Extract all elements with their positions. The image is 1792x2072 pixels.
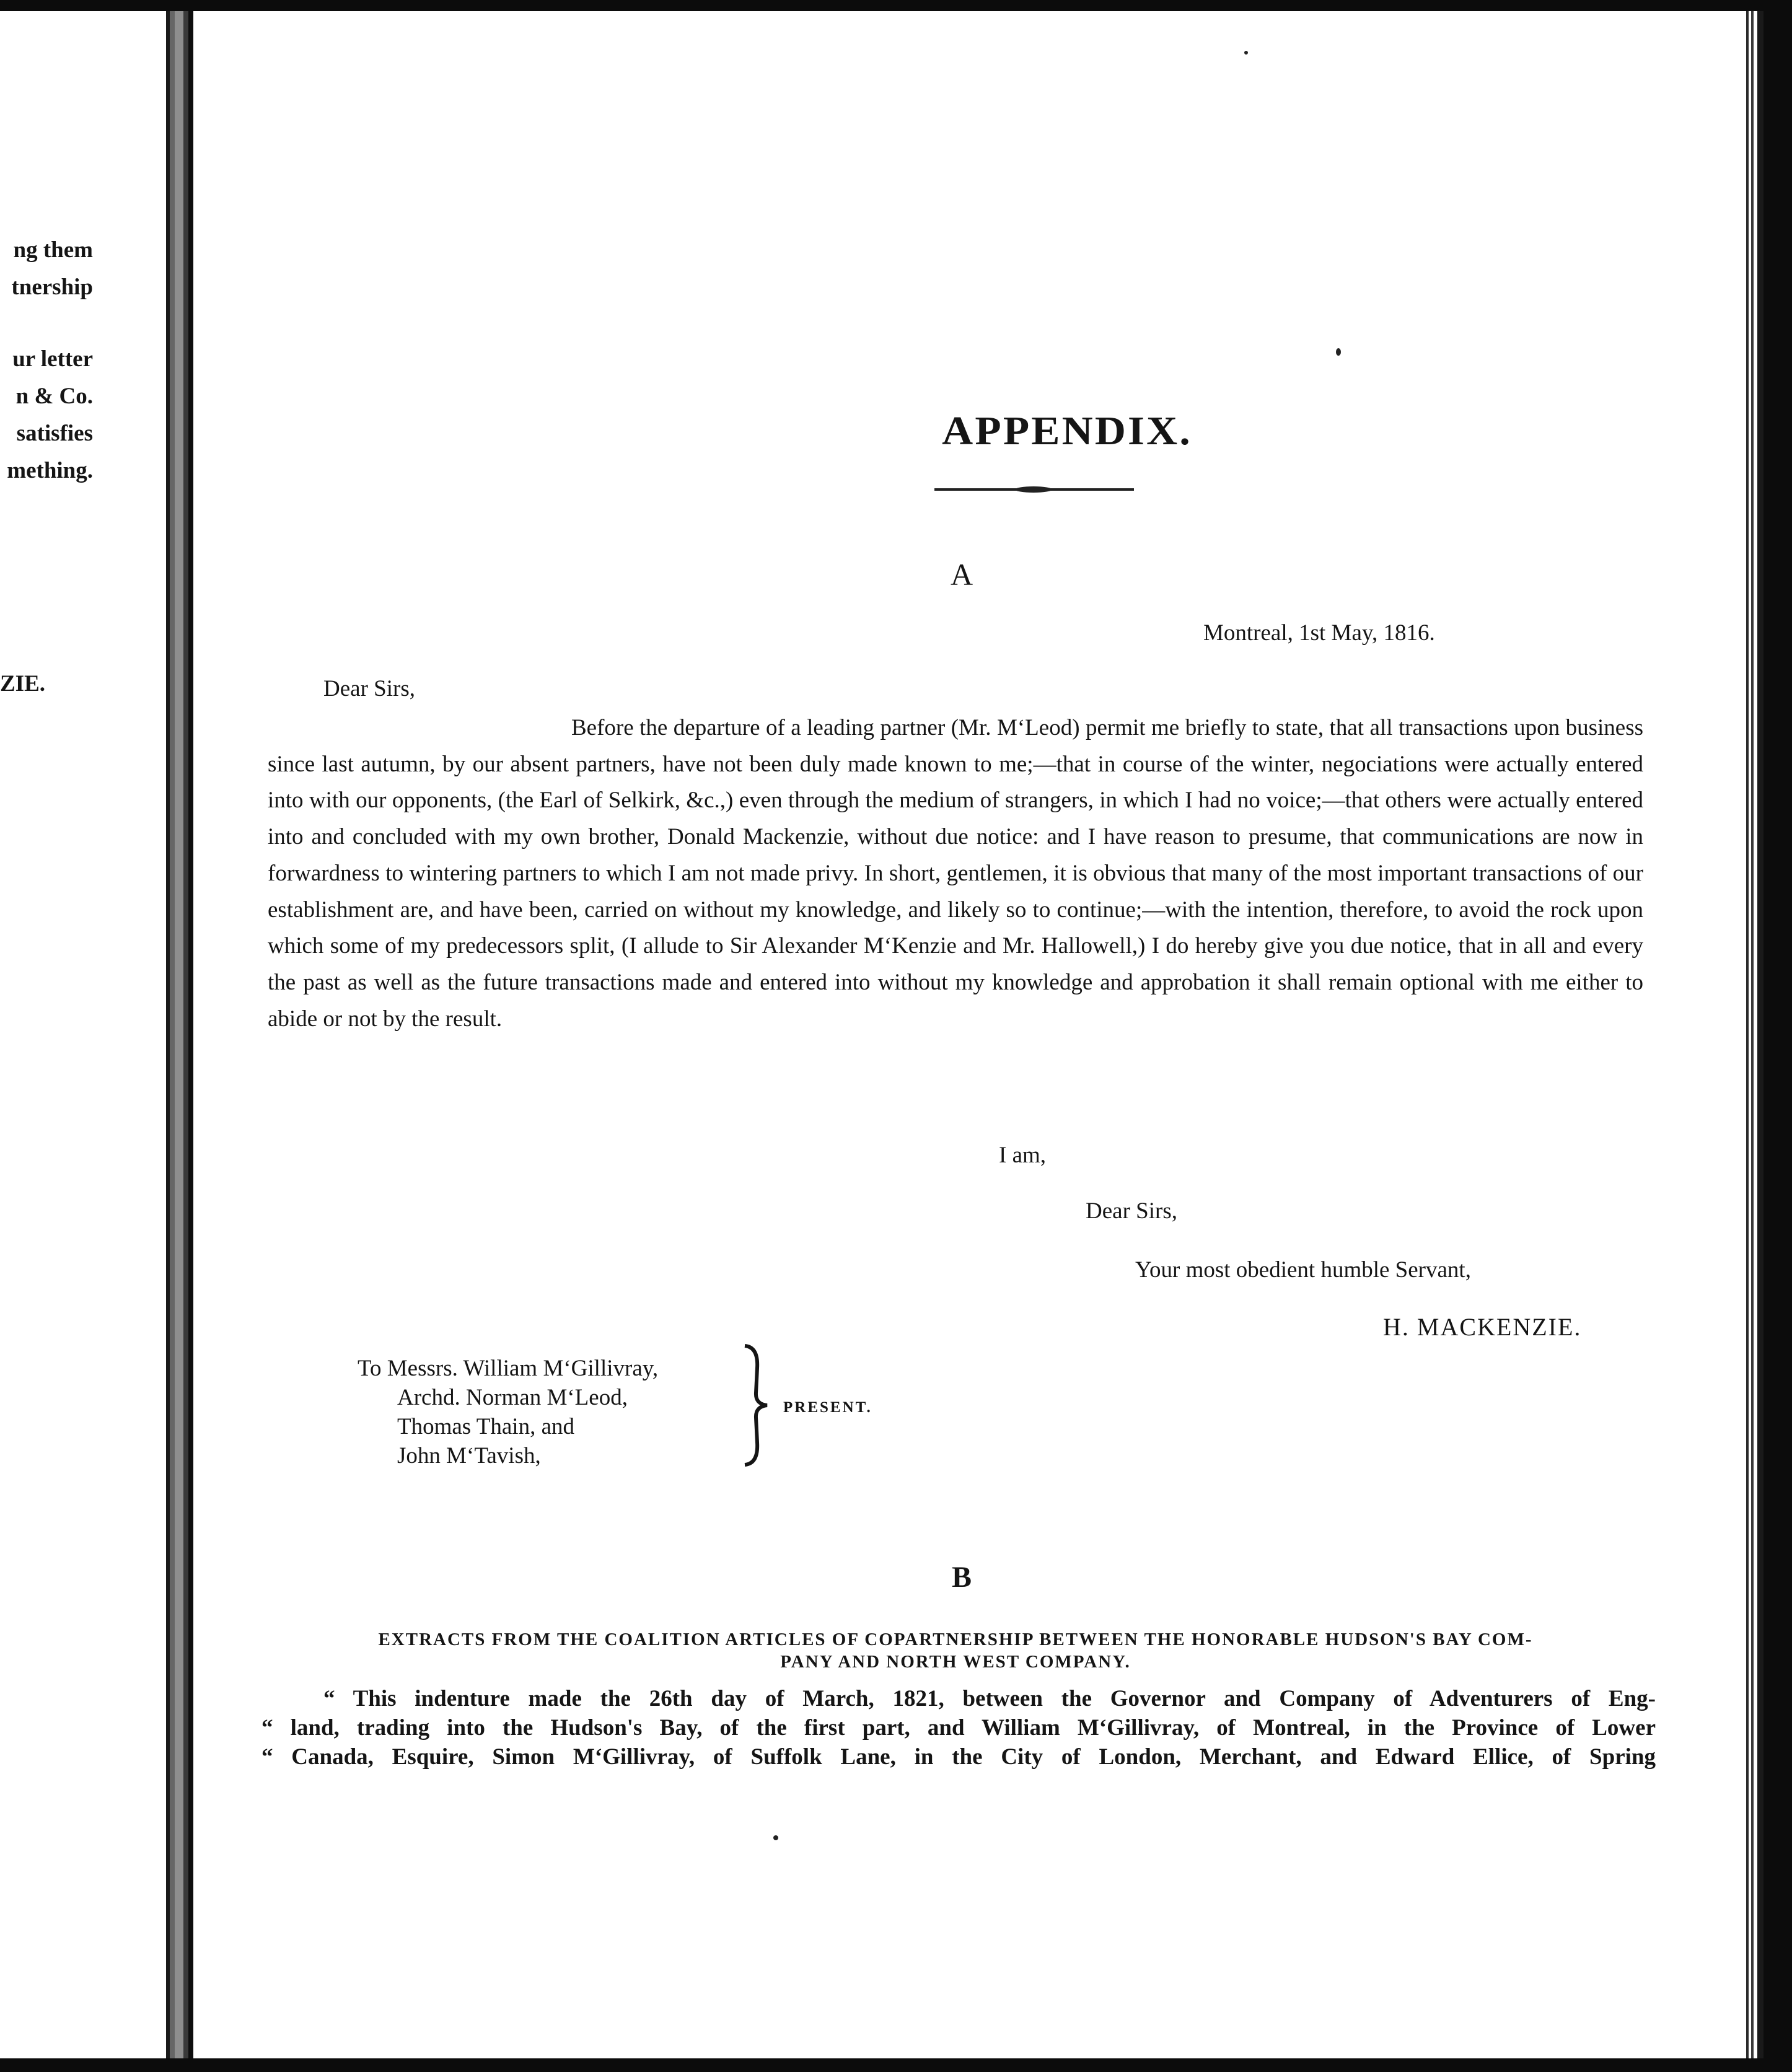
right-brace-icon — [739, 1343, 776, 1467]
addressee-line: John M‘Tavish, — [397, 1443, 541, 1468]
letter-closing-line: Dear Sirs, — [1086, 1198, 1177, 1224]
fragment-line: ZIE. — [0, 671, 46, 696]
extract-heading — [249, 1628, 1662, 1673]
book-gutter — [166, 11, 193, 2058]
section-a-label: A — [950, 557, 973, 592]
scan-border-bottom — [0, 2058, 1792, 2072]
fragment-line: mething. — [7, 458, 93, 483]
indenture-text — [261, 1684, 1656, 1771]
letter-dateline: Montreal, 1st May, 1816. — [1203, 620, 1435, 646]
fragment-line: tnership — [11, 274, 93, 300]
scan-speck — [1336, 348, 1341, 356]
extract-heading-line: EXTRACTS FROM THE COALITION ARTICLES OF COPARTNERSHIP BETWEEN THE HONORABLE HUDSON'S BAY COM- — [378, 1630, 1533, 1649]
addressee-line: Thomas Thain, and — [397, 1414, 575, 1439]
addressee-line: To Messrs. William M‘Gillivray, — [358, 1356, 659, 1381]
indenture-line: “ land, trading into the Hudson's Bay, of the first part, and William M‘Gillivray, of Montreal, in the Province of Lower — [261, 1715, 1656, 1741]
letter-addressee-block — [358, 1354, 658, 1470]
letter-body: Before the departure of a leading partner (Mr. M‘Leod) permit me briefly to state, that all transactions upon business since last autumn, by our absent partners, have not been duly made known to me;—that in course of the winter, negociations were actually entered into with our opponents, (the Earl of Selkirk, &c.,) even through the medium of strangers, in which I had no voice;—that others were actually entered into and concluded with my own brother, Donald Mackenzie, without due notice: and I have reason to presume, that communications are now in forwardness to wintering partners to which I am not made privy. In short, gentlemen, it is obvious that many of the most important transactions of our establishment are, and have been, carried on without my knowledge, and likely so to continue;—with the intention, therefore, to avoid the rock upon which some of my predecessors split, (I allude to Sir Alexander M‘Kenzie and Mr. Hallowell,) I do hereby give you due notice, that in all and every the past as well as the future transactions made and entered into without my knowledge and approbation it shall remain optional with me either to abide or not by the result. — [268, 715, 1643, 1032]
addressee-line: Archd. Norman M‘Leod, — [397, 1385, 628, 1410]
scan-border-right — [1763, 0, 1792, 2072]
fragment-line: ng them — [13, 237, 93, 263]
extract-heading-line: PANY AND NORTH WEST COMPANY. — [780, 1652, 1131, 1672]
indenture-line: “ Canada, Esquire, Simon M‘Gillivray, of Suffolk Lane, in the City of London, Merchant, and Edward Ellice, of Spring — [261, 1744, 1656, 1770]
fragment-line: ur letter — [12, 346, 93, 372]
scan-speck — [773, 1835, 778, 1840]
page-title: APPENDIX. — [942, 408, 1192, 454]
section-b-label: B — [951, 1561, 972, 1594]
scan-border-top — [0, 0, 1792, 11]
scan-speck — [1244, 51, 1248, 55]
title-ornament-rule — [934, 488, 1134, 491]
letter-salutation: Dear Sirs, — [323, 676, 415, 701]
page-edge-right — [1742, 11, 1763, 2058]
present-label: PRESENT. — [783, 1399, 872, 1416]
document-page — [193, 11, 1742, 2058]
fragment-line: n & Co. — [15, 384, 93, 409]
letter-closing-line: I am, — [999, 1143, 1047, 1168]
indenture-line: “ This indenture made the 26th day of March, 1821, between the Governor and Company of Adventurers of Eng- — [323, 1686, 1656, 1711]
letter-closing-line: Your most obedient humble Servant, — [1135, 1257, 1471, 1283]
fragment-line: satisfies — [16, 421, 93, 446]
letter-signature: H. MACKENZIE. — [1383, 1313, 1582, 1341]
